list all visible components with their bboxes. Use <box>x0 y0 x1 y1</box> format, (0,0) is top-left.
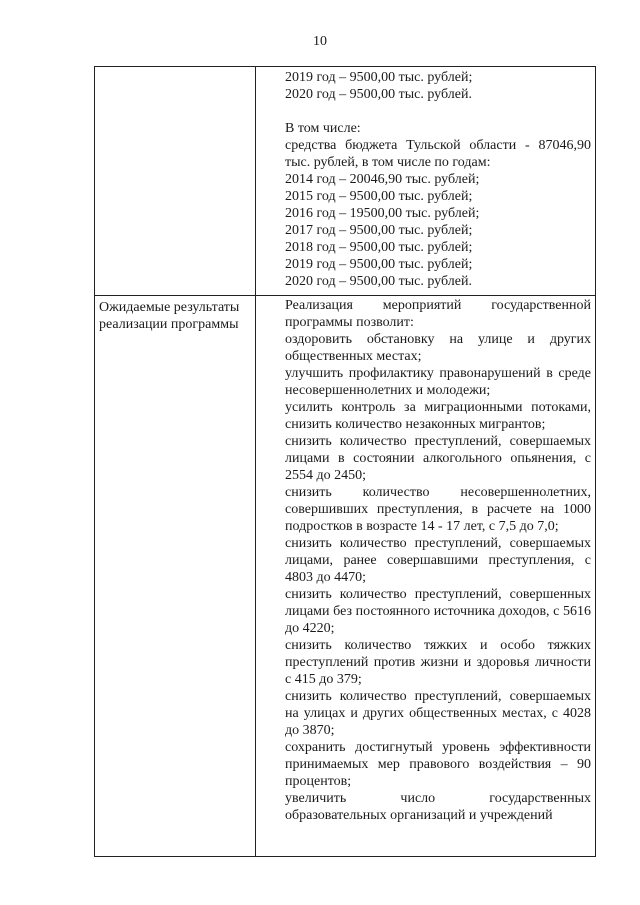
funding-line: 2015 год – 9500,00 тыс. рублей; <box>285 189 473 204</box>
in-that-number: В том числе: <box>285 121 361 136</box>
result-item: оздоровить обстановку на улице и других общественных местах; <box>285 332 591 364</box>
document-table <box>94 66 596 857</box>
funding-line: 2016 год – 19500,00 тыс. рублей; <box>285 206 480 221</box>
regional-budget-text: средства бюджета Тульской области - 87046,90 тыс. рублей, в том числе по годам: <box>285 138 591 170</box>
column-divider <box>255 67 256 856</box>
funding-cell <box>261 69 591 290</box>
funding-line: 2018 год – 9500,00 тыс. рублей; <box>285 240 473 255</box>
results-cell <box>261 297 591 824</box>
result-item: снизить количество преступлений, совершаемых лицами, ранее совершавшими преступления, с 4803 до 4470; <box>285 536 591 585</box>
result-item: снизить количество преступлений, совершенных лицами без постоянного источника доходов, с 5616 до 4220; <box>285 587 591 636</box>
funding-line: 2019 год – 9500,00 тыс. рублей; <box>285 257 473 272</box>
result-item: усилить контроль за миграционными потоками, снизить количество незаконных мигрантов; <box>285 400 591 432</box>
funding-line: 2019 год – 9500,00 тыс. рублей; <box>285 70 473 85</box>
funding-line: 2020 год – 9500,00 тыс. рублей. <box>285 87 472 102</box>
row-divider <box>95 295 595 296</box>
result-item: увеличить число государственных образовательных организаций и учреждений <box>285 791 591 823</box>
funding-line: 2014 год – 20046,90 тыс. рублей; <box>285 172 480 187</box>
funding-line: 2020 год – 9500,00 тыс. рублей. <box>285 274 472 289</box>
page-number: 10 <box>313 34 327 49</box>
funding-line: 2017 год – 9500,00 тыс. рублей; <box>285 223 473 238</box>
result-item: сохранить достигнутый уровень эффективности принимаемых мер правового воздействия – 90 процентов; <box>285 740 591 789</box>
results-label: Ожидаемые результаты реализации программы <box>99 300 240 332</box>
result-item: снизить количество тяжких и особо тяжких преступлений против жизни и здоровья личности с 415 до 379; <box>285 638 591 687</box>
result-item: снизить количество преступлений, совершаемых лицами в состоянии алкогольного опьянения, с 2554 до 2450; <box>285 434 591 483</box>
results-intro: Реализация мероприятий государственной программы позволит: <box>285 298 591 330</box>
result-item: улучшить профилактику правонарушений в среде несовершеннолетних и молодежи; <box>285 366 591 398</box>
result-item: снизить количество преступлений, совершаемых на улицах и других общественных местах, с 4028 до 3870; <box>285 689 591 738</box>
result-item: снизить количество несовершеннолетних, совершивших преступления, в расчете на 1000 подростков в возрасте 14 - 17 лет, с 7,5 до 7,0; <box>285 485 591 534</box>
